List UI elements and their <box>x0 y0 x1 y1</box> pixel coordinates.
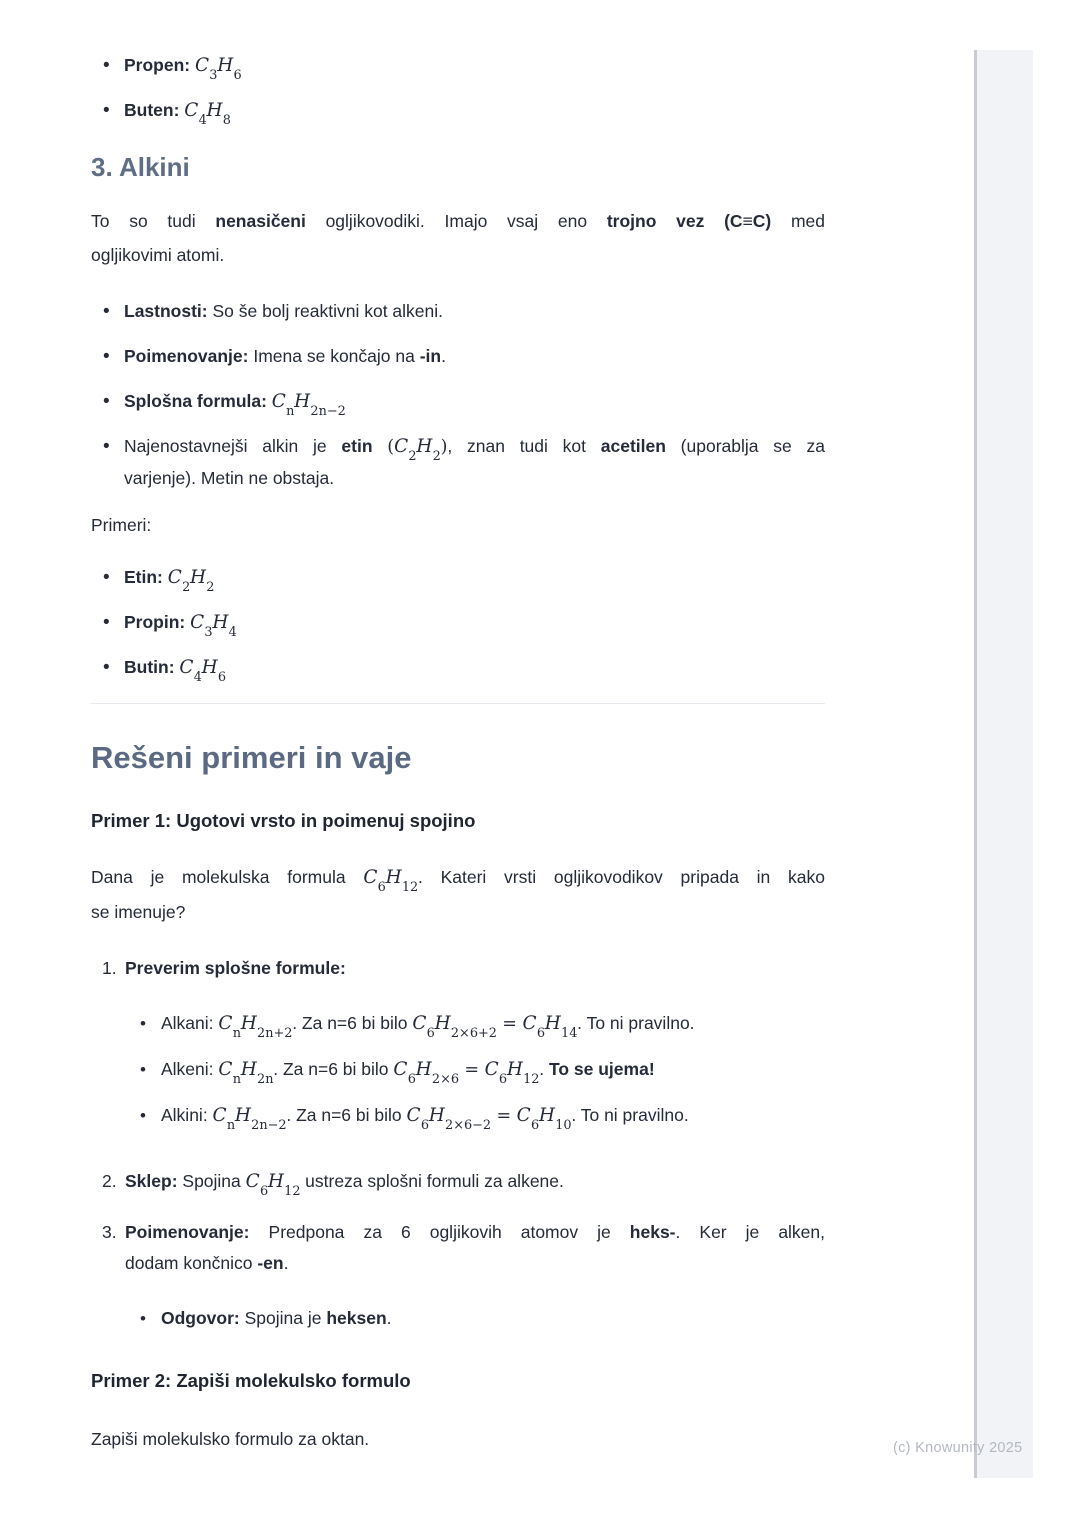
text-segment: So še bolj reaktivni kot alkeni. <box>212 301 444 321</box>
text-segment: etin <box>341 436 373 456</box>
text-segment: $C_6$ <box>522 1013 546 1041</box>
bullet-icon: • <box>103 436 110 457</box>
text-line <box>125 1166 825 1197</box>
bullet-item <box>91 607 825 638</box>
text-segment: $C_3$ <box>194 55 218 83</box>
text-segment: $H_2$ <box>190 567 215 595</box>
item-number: 2. <box>102 1171 117 1191</box>
bullet-item <box>91 50 825 81</box>
text-segment: Etin: <box>124 567 168 587</box>
bullet-icon: • <box>103 301 110 322</box>
text-line <box>91 860 825 895</box>
text-segment: $C_6$ <box>516 1105 540 1133</box>
text-segment: $H_2$ <box>416 436 441 464</box>
text-line <box>91 508 825 542</box>
text-line <box>161 1303 825 1334</box>
text-segment: = <box>490 1106 517 1126</box>
alkini-intro-paragraph <box>91 204 825 272</box>
primer1-question-paragraph <box>91 860 825 929</box>
item-content <box>161 1100 825 1132</box>
bullet-item <box>91 386 825 417</box>
alkini-examples-list <box>91 562 825 683</box>
text-segment: Primeri: <box>91 515 152 535</box>
text-segment: $H_{2n+2}$ <box>240 1013 293 1041</box>
text-segment: To se ujema! <box>548 1059 655 1079</box>
item-content <box>124 652 825 683</box>
bullet-icon: • <box>140 1060 146 1079</box>
item-content <box>124 607 825 638</box>
text-segment: $C_3$ <box>190 612 213 640</box>
text-segment: Alkeni: <box>161 1059 219 1079</box>
text-segment: med <box>771 211 825 231</box>
alkini-properties-list <box>91 296 825 494</box>
text-segment: Buten: <box>124 100 185 120</box>
text-segment: . To ni pravilno. <box>577 1013 695 1033</box>
text-segment: $C_6$ <box>484 1059 508 1087</box>
item-content <box>124 341 825 372</box>
bullet-icon: • <box>140 1014 146 1033</box>
text-segment: Predpona za 6 ogljikovih atomov je <box>268 1222 630 1242</box>
text-segment: . <box>386 1308 392 1328</box>
primer1-heading: Primer 1: Ugotovi vrsto in poimenuj spojino <box>91 810 476 831</box>
text-segment: . Za n=6 bi bilo <box>273 1059 394 1079</box>
item-content <box>125 953 825 1146</box>
primer2-heading: Primer 2: Zapiši molekulsko formulo <box>91 1370 411 1391</box>
text-segment: $H_{12}$ <box>385 867 419 895</box>
text-segment: Butin: <box>124 657 180 677</box>
text-segment: Najenostavnejši alkin je <box>124 436 342 456</box>
text-segment: . Ker je alken, <box>675 1222 826 1242</box>
item-content <box>161 1008 825 1040</box>
text-line <box>124 95 825 126</box>
text-segment: = <box>496 1014 523 1034</box>
bullet-item <box>125 1008 825 1040</box>
bullet-icon: • <box>103 346 110 367</box>
item-content <box>124 296 825 327</box>
nested-bullet-list <box>125 1303 825 1334</box>
text-segment: $H_{2\times 6}$ <box>415 1059 460 1087</box>
text-segment: $C_6$ <box>393 1059 416 1087</box>
section-heading-vaje: Rešeni primeri in vaje <box>91 740 412 775</box>
watermark: (c) Knowunity 2025 <box>893 1440 1023 1456</box>
primer1-steps-list <box>91 953 825 1348</box>
text-segment: $H_4$ <box>212 612 237 640</box>
text-segment: ( <box>387 437 395 457</box>
bullet-icon: • <box>103 55 110 76</box>
bullet-icon: • <box>103 100 110 121</box>
text-segment: $C_6$ <box>363 867 386 895</box>
text-segment: . <box>539 1059 549 1079</box>
item-number: 3. <box>102 1222 117 1242</box>
text-line <box>124 341 825 372</box>
item-content <box>124 95 825 126</box>
bullet-icon: • <box>103 612 110 633</box>
text-segment: $H_{10}$ <box>538 1105 572 1133</box>
text-segment: . <box>441 346 446 366</box>
item-content <box>161 1303 825 1334</box>
text-segment: $H_{2n-2}$ <box>234 1105 287 1133</box>
text-segment: varjenje). Metin ne obstaja. <box>124 468 335 488</box>
text-segment: = <box>458 1060 485 1080</box>
text-segment: Spojina je <box>244 1308 327 1328</box>
bullet-icon: • <box>103 567 110 588</box>
text-line <box>125 1248 825 1279</box>
bullet-item <box>91 341 825 372</box>
text-line <box>124 463 825 494</box>
text-segment: $H_{2\times 6+2}$ <box>434 1013 497 1041</box>
text-segment: Alkini: <box>161 1105 213 1125</box>
bullet-item <box>125 1303 825 1334</box>
text-segment: $C_n$ <box>212 1105 236 1133</box>
text-segment: $H_8$ <box>206 100 231 128</box>
item-content <box>124 386 825 417</box>
text-segment: $H_{2n-2}$ <box>294 391 346 419</box>
text-line <box>124 652 825 683</box>
text-line <box>124 431 825 463</box>
text-segment: $C_4$ <box>179 657 202 685</box>
bullet-icon: • <box>140 1309 146 1328</box>
text-segment: , znan tudi kot <box>447 436 601 456</box>
numbered-item <box>91 1217 825 1348</box>
text-segment: . Kateri vrsti ogljikovodikov pripada in kako <box>417 867 825 887</box>
text-segment: trojno vez (C≡C) <box>606 211 772 231</box>
bullet-item <box>91 652 825 683</box>
text-segment: Spojina <box>182 1171 246 1191</box>
bullet-icon: • <box>103 657 110 678</box>
text-segment: $H_{12}$ <box>267 1171 301 1199</box>
text-segment: ogljikovimi atomi. <box>91 245 225 265</box>
text-line <box>124 607 825 638</box>
text-segment: $H_{14}$ <box>544 1013 578 1041</box>
text-segment <box>373 436 388 456</box>
primeri-label <box>91 508 825 542</box>
text-segment: Poimenovanje: <box>125 1222 269 1242</box>
text-segment: ogljikovodiki. Imajo vsaj eno <box>305 211 607 231</box>
text-segment: heks- <box>629 1222 676 1242</box>
text-segment: -in <box>419 346 442 366</box>
text-line <box>91 204 825 238</box>
alkeni-examples-list <box>91 50 825 126</box>
next-page-edge <box>974 50 1033 1478</box>
text-segment: $C_2$ <box>394 436 417 464</box>
text-segment: $C_4$ <box>184 100 207 128</box>
text-segment: (uporablja se za <box>665 436 825 456</box>
text-segment: Sklep: <box>125 1171 183 1191</box>
text-segment: . Za n=6 bi bilo <box>286 1105 407 1125</box>
text-segment: ) <box>440 437 448 457</box>
nested-bullet-list <box>125 1008 825 1132</box>
text-line <box>124 562 825 593</box>
numbered-item <box>91 953 825 1146</box>
text-segment: $C_2$ <box>167 567 191 595</box>
text-segment: se imenuje? <box>91 902 186 922</box>
text-segment: $H_{2n}$ <box>240 1059 274 1087</box>
item-content <box>124 562 825 593</box>
text-line <box>161 1054 825 1086</box>
text-segment: nenasičeni <box>215 211 306 231</box>
bullet-icon: • <box>103 391 110 412</box>
text-segment: acetilen <box>600 436 666 456</box>
text-segment: Propen: <box>124 55 195 75</box>
text-segment: Lastnosti: <box>124 301 213 321</box>
text-segment: $H_6$ <box>217 55 242 83</box>
item-content <box>161 1054 825 1086</box>
primer2-question-paragraph <box>91 1422 825 1456</box>
bullet-item <box>91 562 825 593</box>
text-line <box>124 386 825 417</box>
text-line <box>161 1100 825 1132</box>
text-segment: $C_n$ <box>218 1013 241 1041</box>
bullet-item <box>125 1100 825 1132</box>
text-segment: $C_n$ <box>271 391 295 419</box>
section-divider <box>91 703 825 704</box>
text-segment: . <box>283 1253 289 1273</box>
text-segment: $H_{12}$ <box>506 1059 540 1087</box>
text-line <box>91 1422 825 1456</box>
text-segment: . Za n=6 bi bilo <box>292 1013 413 1033</box>
bullet-item <box>91 296 825 327</box>
text-segment: $C_n$ <box>218 1059 241 1087</box>
text-segment: $C_6$ <box>245 1171 269 1199</box>
text-segment: $C_6$ <box>406 1105 429 1133</box>
text-segment: heksen <box>326 1308 387 1328</box>
bullet-item <box>125 1054 825 1086</box>
bullet-item <box>91 95 825 126</box>
text-segment: $H_6$ <box>201 657 227 685</box>
bullet-item <box>91 431 825 494</box>
text-segment: To so tudi <box>91 211 216 231</box>
item-content <box>125 1166 825 1197</box>
text-line <box>91 895 825 929</box>
section-heading-alkini: 3. Alkini <box>91 152 190 182</box>
item-content <box>124 50 825 81</box>
text-line <box>91 238 825 272</box>
bullet-icon: • <box>140 1106 146 1125</box>
text-segment: dodam končnico <box>125 1253 258 1273</box>
text-segment: Splošna formula: <box>124 391 272 411</box>
text-segment: Poimenovanje: <box>124 346 254 366</box>
text-segment: Imena se končajo na <box>253 346 420 366</box>
text-line <box>125 1217 825 1248</box>
text-segment: Preverim splošne formule: <box>125 958 346 978</box>
text-segment: Alkani: <box>161 1013 219 1033</box>
text-line <box>161 1008 825 1040</box>
numbered-item <box>91 1166 825 1197</box>
text-line <box>125 953 825 984</box>
text-segment: . To ni pravilno. <box>571 1105 689 1125</box>
text-line <box>124 296 825 327</box>
text-segment: ustreza splošni formuli za alkene. <box>300 1171 564 1191</box>
text-segment: $C_6$ <box>412 1013 435 1041</box>
text-segment: Odgovor: <box>161 1308 245 1328</box>
text-segment: $H_{2\times 6-2}$ <box>428 1105 492 1133</box>
text-line <box>124 50 825 81</box>
text-segment: Zapiši molekulsko formulo za oktan. <box>91 1429 370 1449</box>
item-content <box>125 1217 825 1348</box>
text-segment: -en <box>257 1253 284 1273</box>
item-content <box>124 431 825 494</box>
text-segment: Dana je molekulska formula <box>91 867 364 887</box>
item-number: 1. <box>102 958 117 978</box>
text-segment: Propin: <box>124 612 191 632</box>
